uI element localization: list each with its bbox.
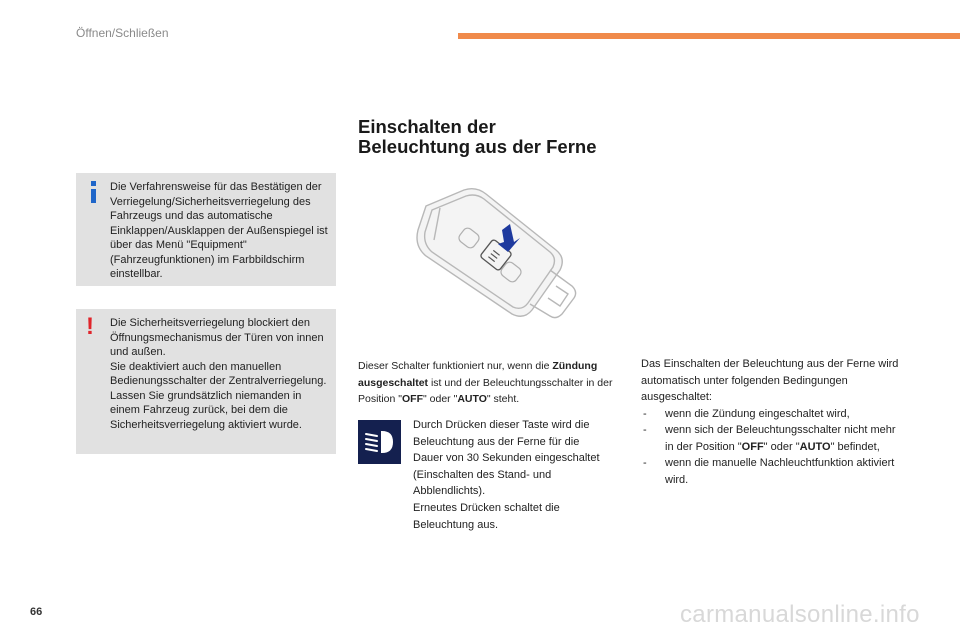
press-text-2: Erneutes Drücken schaltet die Beleuchtung aus.: [413, 501, 560, 531]
condition-mid2: " oder ": [423, 393, 458, 405]
header-accent-bar: [458, 33, 960, 39]
condition-mid: ist und der Beleuchtungsschalter in der Position ": [358, 376, 613, 405]
condition-bold-auto: AUTO: [457, 393, 487, 405]
press-paragraph: [413, 417, 603, 533]
auto-off-item-2-pre: wenn sich der Beleuchtungsschalter nicht mehr in der Position ": [665, 424, 896, 453]
condition-post: " steht.: [486, 393, 520, 405]
info-note-text: Die Verfahrensweise für das Bestätigen der Verriegelung/Sicherheitsverriegelung des Fahrzeugs und das automatische Einklappen/Ausklappen der Außenspiegel ist über das Menü "Equipment" (Fahrzeugfunktionen) im Farbbildschirm einstellbar.: [110, 181, 328, 280]
list-dash: -: [643, 407, 647, 420]
auto-off-item-2-off: OFF: [741, 440, 764, 453]
section-title: [358, 117, 658, 157]
press-text: Durch Drücken dieser Taste wird die Beleuchtung aus der Ferne für die Dauer von 30 Sekunden eingeschaltet (Einschalten des Stand- und Abblendlichts).: [413, 419, 600, 498]
auto-off-item-2-post: " befindet,: [830, 440, 880, 453]
auto-off-intro: Das Einschalten der Beleuchtung aus der Ferne wird automatisch unter folgenden Bedingungen ausgeschaltet:: [641, 358, 899, 403]
warning-icon: !: [86, 313, 94, 340]
condition-bold-off: OFF: [402, 393, 423, 405]
info-note: [76, 173, 336, 286]
auto-off-item-2-mid: " oder ": [763, 440, 800, 453]
footer-watermark: carmanualsonline.info: [680, 601, 920, 628]
auto-off-item-3: [641, 455, 903, 488]
headlamp-button-icon: [358, 420, 401, 464]
auto-off-item-1-text: wenn die Zündung eingeschaltet wird,: [665, 407, 850, 420]
condition-pre: Dieser Schalter funktioniert nur, wenn die: [358, 360, 553, 372]
auto-off-item-1: [641, 406, 903, 423]
header-section-title: Öffnen/Schließen: [76, 26, 169, 40]
info-icon: [88, 181, 98, 203]
warning-line-1: Die Sicherheitsverriegelung blockiert den Öffnungsmechanismus der Türen von innen und außen.: [110, 317, 324, 358]
condition-bold-ignition: Zündung ausgeschaltet: [358, 360, 598, 389]
remote-key-illustration: [406, 186, 580, 322]
section-title-line-1: Einschalten der: [358, 116, 496, 137]
auto-off-item-2: [641, 422, 903, 455]
auto-off-paragraph: [641, 356, 903, 488]
list-dash: -: [643, 457, 647, 469]
page-number: 66: [30, 606, 43, 618]
condition-paragraph: [358, 358, 626, 408]
warning-line-2: Sie deaktiviert auch den manuellen Bedienungsschalter der Zentralverriegelung.: [110, 360, 327, 387]
warning-note-text: [76, 309, 336, 432]
auto-off-item-2-auto: AUTO: [799, 440, 831, 453]
warning-note: [76, 309, 336, 454]
section-title-line-2: Beleuchtung aus der Ferne: [358, 136, 597, 157]
warning-line-3: Lassen Sie grundsätzlich niemanden in einem Fahrzeug zurück, bei dem die Sicherheitsverriegelung aktiviert wurde.: [110, 389, 302, 431]
auto-off-item-3-text: wenn die manuelle Nachleuchtfunktion aktiviert wird.: [665, 457, 895, 486]
list-dash: -: [643, 424, 647, 436]
